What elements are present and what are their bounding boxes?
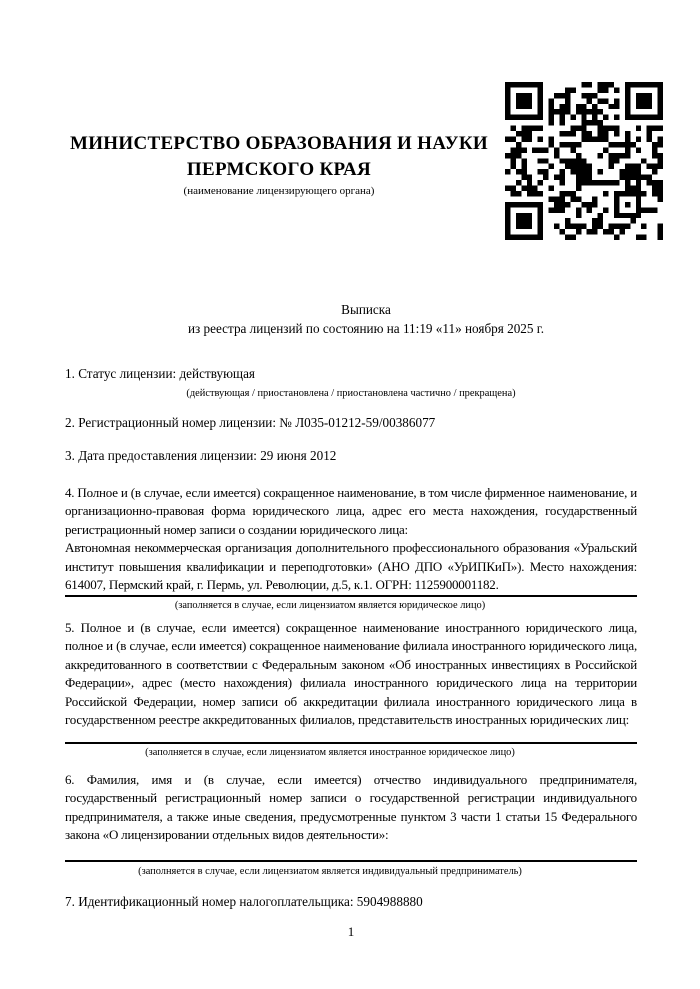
item-4-fill-line	[65, 595, 637, 597]
ministry-name-line1: МИНИСТЕРСТВО ОБРАЗОВАНИЯ И НАУКИ	[69, 133, 489, 154]
item-1-status-options-caption: (действующая / приостановлена / приостановлена частично / прекращена)	[186, 388, 516, 399]
item-2-registration-number: 2. Регистрационный номер лицензии: № Л035-01212-59/00386077	[65, 415, 436, 430]
item-7-taxpayer-number: 7. Идентификационный номер налогоплательщика: 5904988880	[65, 894, 423, 909]
item-3-grant-date: 3. Дата предоставления лицензии: 29 июня 2012	[65, 448, 337, 463]
document-title-line2: из реестра лицензий по состоянию на 11:19 «11» ноября 2025 г.	[187, 320, 545, 336]
qr-code-icon	[505, 82, 663, 240]
item-6-entrepreneur-block	[65, 771, 637, 878]
item-5-empty-value	[65, 729, 637, 742]
document-title-line1: Выписка	[341, 302, 391, 317]
document-title	[80, 301, 652, 338]
item-5-foreign-entity-block	[65, 619, 637, 759]
page-number: 1	[347, 924, 355, 939]
item-4-value: Автономная некоммерческая организация дополнительного профессионального образования «Уральский институт повышения квалификации и переподготовки» (АНО ДПО «УрИПКиП»). Место нахождения: 614007, Пермский край, г. Пермь, ул. Революции, д.5, к.1. ОГРН: 1125900001182.	[65, 540, 637, 593]
item-5-label: 5. Полное и (в случае, если имеется) сокращенное наименование иностранного юридического лица, полное и (в случае, если имеется) сокращенное наименование филиала иностранного юридического лица, аккредитованного в соответствии с Федеральным законом «Об иностранных инвестициях в Российской Федерации», адрес (место нахождения) филиала иностранного юридического лица на территории Российской Федерации, номер записи об аккредитации филиала иностранного юридического лица в государственном реестре аккредитованных филиалов, представительств иностранных юридических лиц:	[65, 620, 637, 728]
item-6-empty-value	[65, 845, 637, 860]
item-5-caption: (заполняется в случае, если лицензиатом является иностранное юридическое лицо)	[145, 747, 515, 759]
item-6-label: 6. Фамилия, имя и (в случае, если имеется) отчество индивидуального предпринимателя, государственный регистрационный номер записи о государственной регистрации индивидуального предпринимателя, а также иные сведения, предусмотренные пунктом 3 части 1 статьи 15 Федерального закона «О лицензировании отдельных видов деятельности»:	[65, 772, 637, 843]
ministry-header	[65, 131, 493, 197]
item-4-caption: (заполняется в случае, если лицензиатом является юридическое лицо)	[174, 600, 486, 612]
item-6-fill-line	[65, 860, 637, 862]
item-1-license-status: 1. Статус лицензии: действующая	[65, 366, 256, 381]
item-6-caption: (заполняется в случае, если лицензиатом является индивидуальный предприниматель)	[138, 865, 522, 877]
item-4-label: 4. Полное и (в случае, если имеется) сокращенное наименование, в том числе фирменное наименование, и организационно-правовая форма юридического лица, адрес его места нахождения, государственный регистрационный номер записи о создании юридического лица:	[65, 485, 637, 537]
licensing-authority-caption: (наименование лицензирующего органа)	[183, 185, 375, 197]
ministry-name-line2: ПЕРМСКОГО КРАЯ	[186, 159, 372, 180]
item-5-fill-line	[65, 742, 637, 744]
item-4-legal-entity-block	[65, 484, 637, 612]
